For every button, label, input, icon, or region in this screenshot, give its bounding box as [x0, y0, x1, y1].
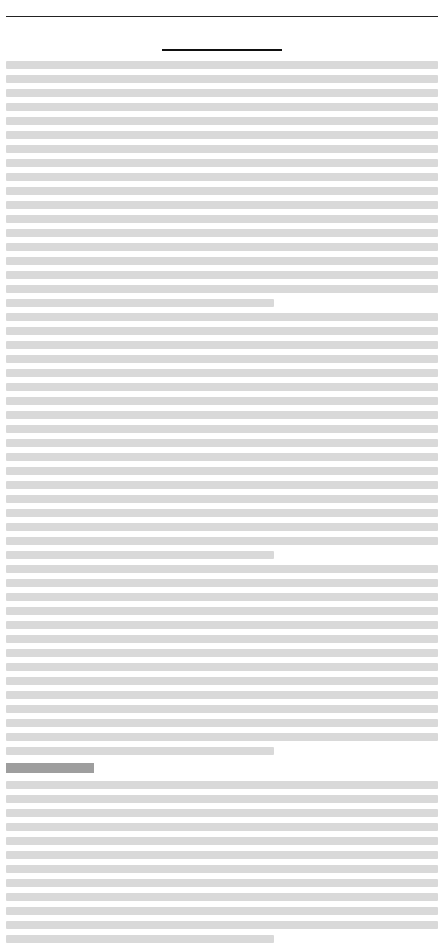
text-line-placeholder [6, 677, 438, 685]
text-line-placeholder [6, 411, 438, 419]
text-line-placeholder [6, 649, 438, 657]
text-line-placeholder [6, 481, 438, 489]
text-line-placeholder [6, 509, 438, 517]
text-line-placeholder [6, 621, 438, 629]
text-line-placeholder [6, 201, 438, 209]
text-line-placeholder [6, 215, 438, 223]
previous-article-fragment [6, 4, 438, 17]
text-line-placeholder [6, 935, 274, 943]
text-line-placeholder [6, 313, 438, 321]
text-line-placeholder [6, 145, 438, 153]
text-line-placeholder [6, 719, 438, 727]
text-line-placeholder [6, 131, 438, 139]
article-paragraph [6, 61, 438, 307]
text-line-placeholder [6, 257, 438, 265]
text-line-placeholder [6, 425, 438, 433]
text-line-placeholder [6, 383, 438, 391]
headline-container [6, 23, 438, 55]
subheading-placeholder [6, 763, 94, 773]
article-paragraph [6, 565, 438, 755]
text-line-placeholder [6, 243, 438, 251]
text-line-placeholder [6, 907, 438, 915]
text-line-placeholder [6, 453, 438, 461]
text-line-placeholder [6, 103, 438, 111]
text-line-placeholder [6, 809, 438, 817]
text-line-placeholder [6, 565, 438, 573]
article-body [6, 61, 438, 943]
text-line-placeholder [6, 187, 438, 195]
text-line-placeholder [6, 495, 438, 503]
text-line-placeholder [6, 523, 438, 531]
text-line-placeholder [6, 705, 438, 713]
text-line-placeholder [6, 285, 438, 293]
text-line-placeholder [6, 75, 438, 83]
text-line-placeholder [6, 593, 438, 601]
text-line-placeholder [6, 397, 438, 405]
text-line-placeholder [6, 551, 274, 559]
text-line-placeholder [6, 299, 274, 307]
text-line-placeholder [6, 89, 438, 97]
text-line-placeholder [6, 795, 438, 803]
text-line-placeholder [6, 663, 438, 671]
text-line-placeholder [6, 921, 438, 929]
text-line-placeholder [6, 607, 438, 615]
text-line-placeholder [6, 579, 438, 587]
text-line-placeholder [6, 879, 438, 887]
text-line-placeholder [6, 635, 438, 643]
text-line-placeholder [6, 851, 438, 859]
text-line-placeholder [6, 837, 438, 845]
article-paragraph [6, 761, 438, 943]
article-paragraph [6, 313, 438, 559]
text-line-placeholder [6, 467, 438, 475]
text-line-placeholder [6, 341, 438, 349]
text-line-placeholder [6, 173, 438, 181]
text-line-placeholder [6, 865, 438, 873]
text-line-placeholder [6, 823, 438, 831]
text-line-placeholder [6, 117, 438, 125]
text-line-placeholder [6, 271, 438, 279]
text-line-placeholder [6, 439, 438, 447]
text-line-placeholder [6, 893, 438, 901]
text-line-placeholder [6, 159, 438, 167]
text-line-placeholder [6, 747, 274, 755]
text-line-placeholder [6, 355, 438, 363]
text-line-placeholder [6, 369, 438, 377]
text-line-placeholder [6, 537, 438, 545]
text-line-placeholder [6, 61, 438, 69]
headline [162, 23, 282, 51]
text-line-placeholder [6, 691, 438, 699]
text-line-placeholder [6, 781, 438, 789]
section-subheading [6, 761, 438, 775]
text-line-placeholder [6, 327, 438, 335]
text-line-placeholder [6, 229, 438, 237]
text-line-placeholder [6, 733, 438, 741]
